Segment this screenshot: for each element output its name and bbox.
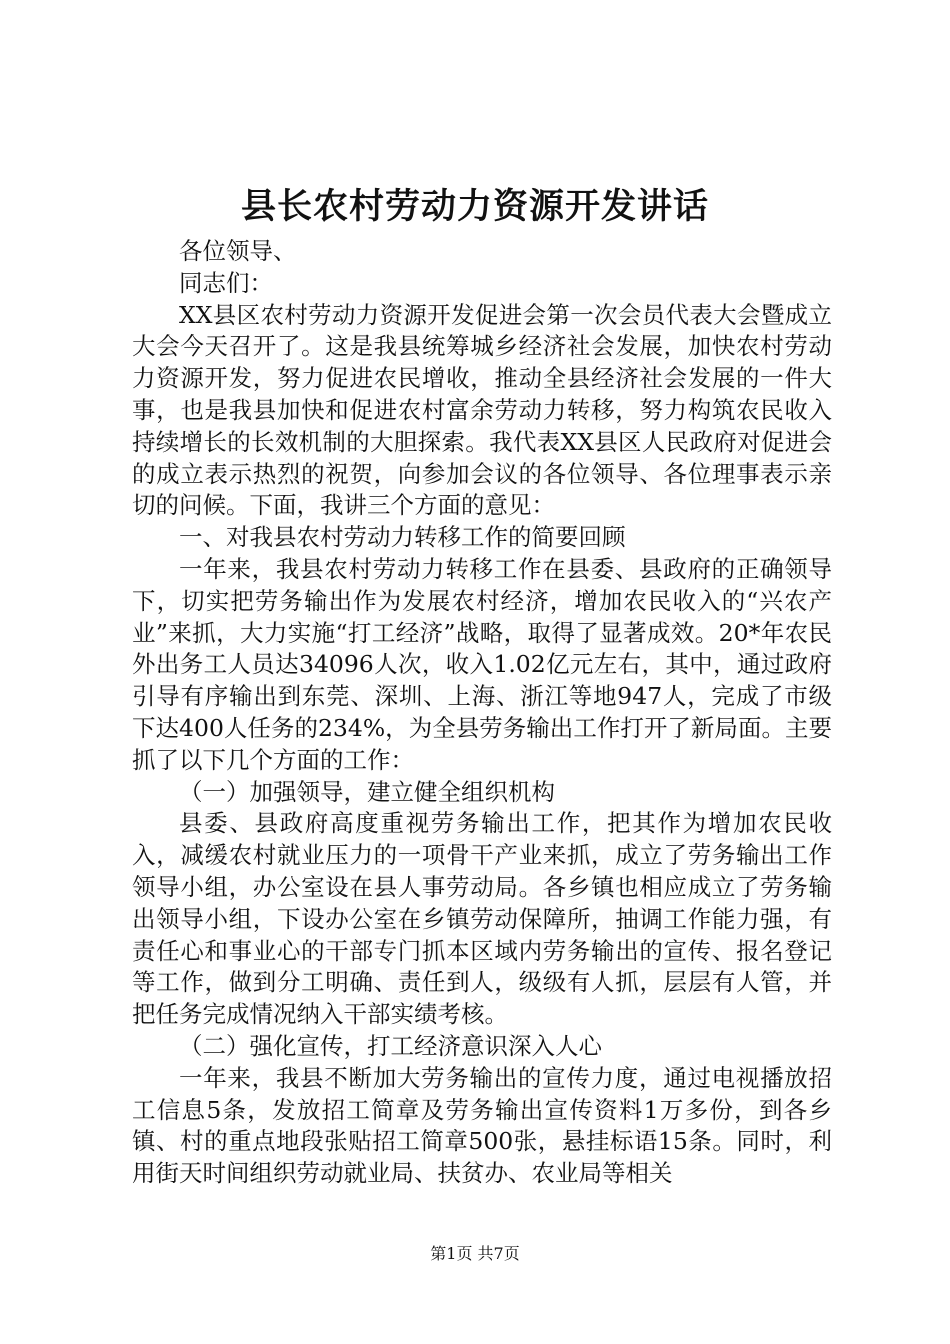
subheading-2: （二）强化宣传，打工经济意识深入人心 <box>179 1031 602 1060</box>
salutation-comrades: 同志们： <box>179 268 273 297</box>
paragraph-intro: XX县区农村劳动力资源开发促进会第一次会员代表大会暨成立大会今天召开了。这是我县统筹城乡经济社会发展，加快农村劳动力资源开发，努力促进农民增收，推动全县经济社会发展的一件大事，也是我县加快和促进农村富余劳动力转移，努力构筑农民收入持续增长的长效机制的大胆探索。我代表XX县区人民政府对促进会的成立表示热烈的祝贺，向参加会议的各位领导、各位理事表示亲切的问候。下面，我讲三个方面的意见： <box>132 300 832 520</box>
section-heading-1: 一、对我县农村劳动力转移工作的简要回顾 <box>179 523 626 552</box>
salutation-leaders: 各位领导、 <box>179 237 297 265</box>
paragraph-leadership: 县委、县政府高度重视劳务输出工作，把其作为增加农民收入，减缓农村就业压力的一项骨干产业来抓，成立了劳务输出工作领导小组，办公室设在县人事劳动局。各乡镇也相应成立了劳务输出领导小组，下设办公室在乡镇劳动保障所，抽调工作能力强，有责任心和事业心的干部专门抓本区域内劳务输出的宣传、报名登记等工作，做到分工明确、责任到人，级级有人抓，层层有人管，并把任务完成情况纳入干部实绩考核。 <box>132 809 832 1029</box>
page-footer: 第1页 共7页 <box>430 1244 520 1263</box>
document-body <box>132 236 832 1190</box>
document-title: 县长农村劳动力资源开发讲话 <box>240 186 709 227</box>
paragraph-review: 一年来，我县农村劳动力转移工作在县委、县政府的正确领导下，切实把劳务输出作为发展农村经济，增加农民收入的“兴农产业”来抓，大力实施“打工经济”战略，取得了显著成效。20*年农民外出务工人员达34096人次，收入1.02亿元左右，其中，通过政府引导有序输出到东莞、深圳、上海、浙江等地947人，完成了市级下达400人任务的234%，为全县劳务输出工作打开了新局面。主要抓了以下几个方面的工作： <box>132 554 832 774</box>
paragraph-publicity: 一年来，我县不断加大劳务输出的宣传力度，通过电视播放招工信息5条，发放招工简章及劳务输出宣传资料1万多份，到各乡镇、村的重点地段张贴招工简章500张，悬挂标语15条。同时，利用街天时间组织劳动就业局、扶贫办、农业局等相关 <box>132 1063 832 1188</box>
subheading-1: （一）加强领导，建立健全组织机构 <box>179 777 555 806</box>
